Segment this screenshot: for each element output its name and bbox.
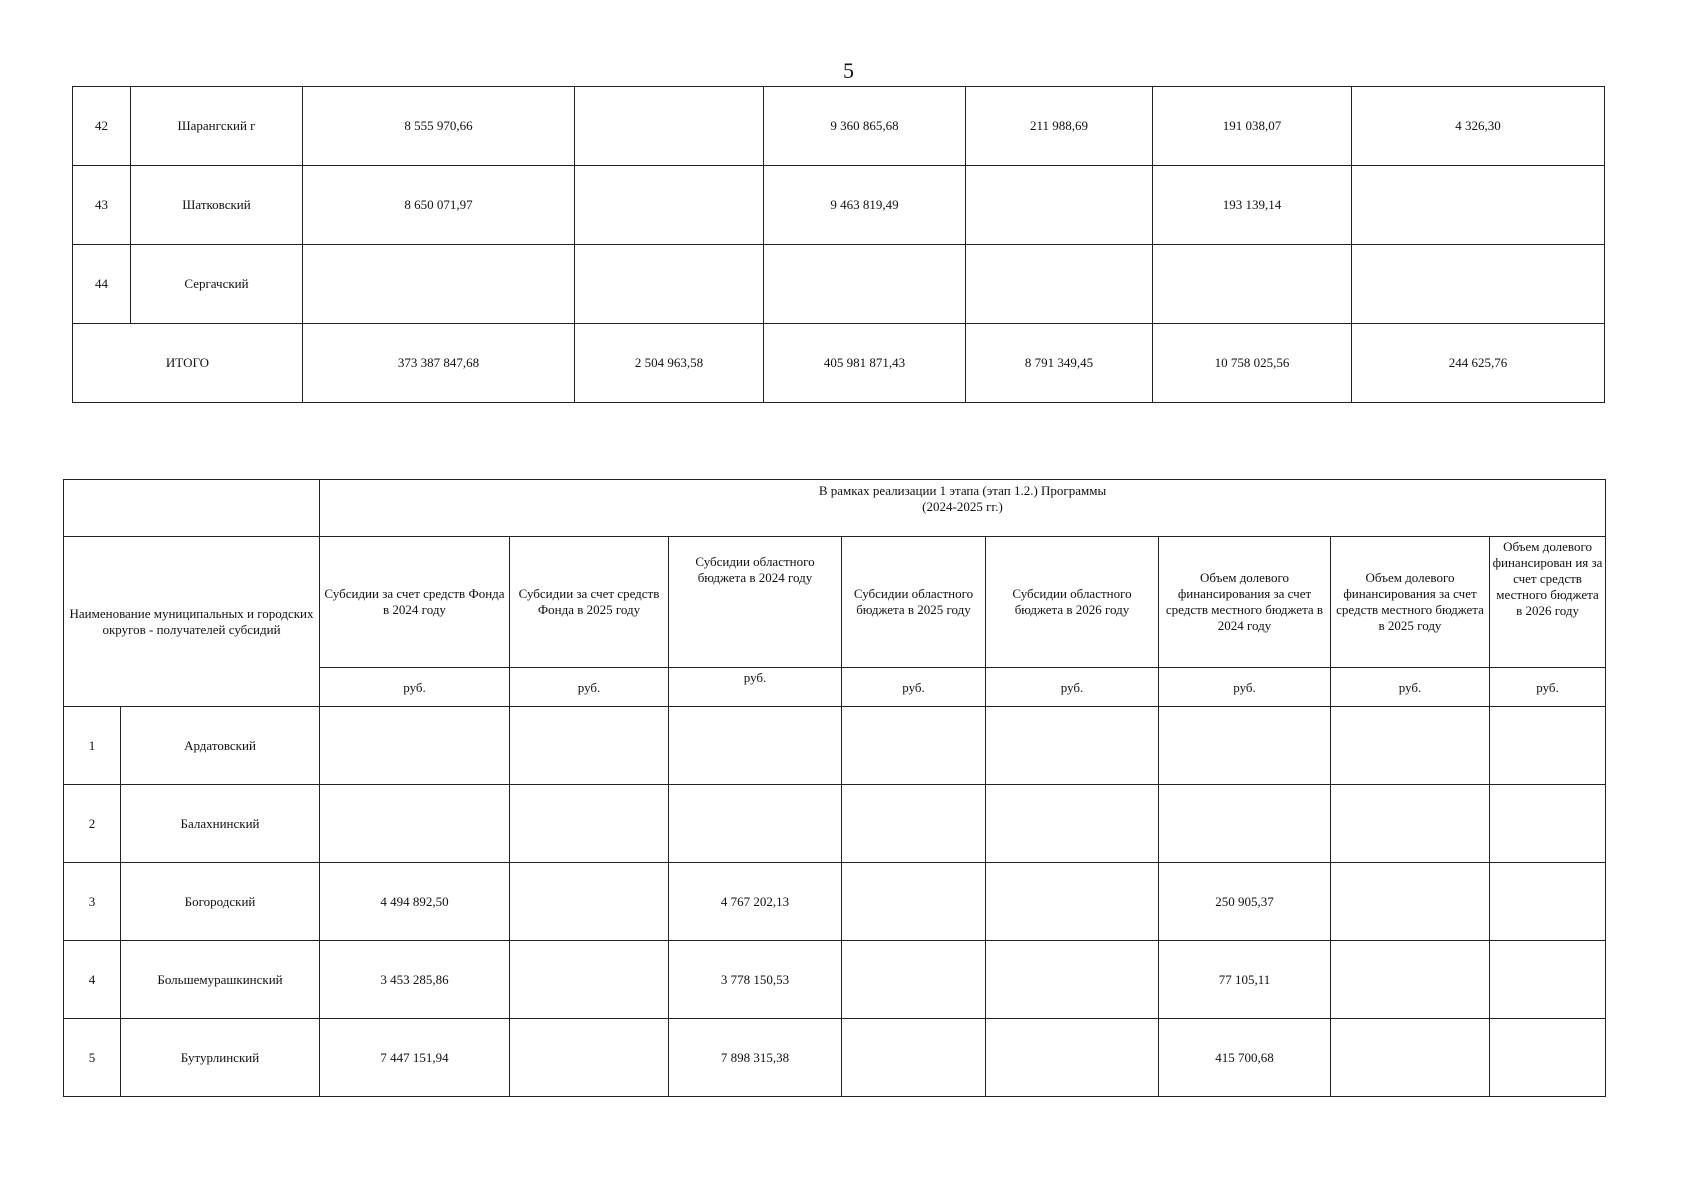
municipality-name-cell: Бутурлинский xyxy=(121,1019,320,1097)
amount-cell xyxy=(966,166,1153,245)
total-amount-cell: 2 504 963,58 xyxy=(575,324,764,403)
table-row xyxy=(64,785,1606,863)
amount-cell xyxy=(510,941,669,1019)
amount-cell xyxy=(320,707,510,785)
amount-cell xyxy=(986,785,1159,863)
amount-cell: 7 447 151,94 xyxy=(320,1019,510,1097)
unit-cell: руб. xyxy=(510,668,669,707)
amount-cell: 191 038,07 xyxy=(1153,87,1352,166)
amount-cell xyxy=(1159,707,1331,785)
municipality-name-cell: Шатковский xyxy=(131,166,303,245)
amount-cell xyxy=(1153,245,1352,324)
amount-cell xyxy=(1159,785,1331,863)
municipality-name-cell: Балахнинский xyxy=(121,785,320,863)
amount-cell xyxy=(1331,863,1490,941)
amount-cell: 4 767 202,13 xyxy=(669,863,842,941)
unit-cell: руб. xyxy=(986,668,1159,707)
header-blank-cell xyxy=(64,480,320,537)
municipality-name-cell: Сергачский xyxy=(131,245,303,324)
stage-1-2-subsidy-table xyxy=(63,479,1606,1097)
amount-cell xyxy=(986,941,1159,1019)
total-row xyxy=(73,324,1605,403)
unit-cell: руб. xyxy=(1490,668,1606,707)
column-header: Субсидии за счет средств Фонда в 2024 году xyxy=(320,537,510,668)
unit-cell: руб. xyxy=(842,668,986,707)
amount-cell xyxy=(1490,707,1606,785)
amount-cell xyxy=(1352,245,1605,324)
amount-cell: 7 898 315,38 xyxy=(669,1019,842,1097)
municipality-name-cell: Богородский xyxy=(121,863,320,941)
column-header: Субсидии за счет средств Фонда в 2025 году xyxy=(510,537,669,668)
amount-cell xyxy=(1352,166,1605,245)
unit-cell: руб. xyxy=(1159,668,1331,707)
amount-cell: 3 453 285,86 xyxy=(320,941,510,1019)
amount-cell: 4 494 892,50 xyxy=(320,863,510,941)
amount-cell: 3 778 150,53 xyxy=(669,941,842,1019)
amount-cell xyxy=(842,1019,986,1097)
amount-cell xyxy=(1331,941,1490,1019)
table-row xyxy=(64,1019,1606,1097)
total-amount-cell: 373 387 847,68 xyxy=(303,324,575,403)
amount-cell xyxy=(1331,1019,1490,1097)
amount-cell: 415 700,68 xyxy=(1159,1019,1331,1097)
table-row xyxy=(73,87,1605,166)
amount-cell: 8 650 071,97 xyxy=(303,166,575,245)
unit-cell: руб. xyxy=(669,668,842,707)
stage-header-line: В рамках реализации 1 этапа (этап 1.2.) Программы xyxy=(818,483,1107,498)
total-amount-cell: 244 625,76 xyxy=(1352,324,1605,403)
total-amount-cell: 405 981 871,43 xyxy=(764,324,966,403)
amount-cell xyxy=(1490,785,1606,863)
amount-cell xyxy=(986,1019,1159,1097)
row-number-cell: 3 xyxy=(64,863,121,941)
column-header: Объем долевого финансирован ия за счет средств местного бюджета в 2026 году xyxy=(1490,537,1606,668)
row-number-cell: 2 xyxy=(64,785,121,863)
amount-cell xyxy=(986,863,1159,941)
column-header: Объем долевого финансирования за счет средств местного бюджета в 2024 году xyxy=(1159,537,1331,668)
amount-cell xyxy=(1490,863,1606,941)
amount-cell xyxy=(320,785,510,863)
column-header: Объем долевого финансирования за счет средств местного бюджета в 2025 году xyxy=(1331,537,1490,668)
amount-cell: 250 905,37 xyxy=(1159,863,1331,941)
amount-cell xyxy=(575,166,764,245)
row-number-cell: 44 xyxy=(73,245,131,324)
amount-cell: 8 555 970,66 xyxy=(303,87,575,166)
name-column-header: Наименование муниципальных и городских округов - получателей субсидий xyxy=(64,537,320,707)
row-number-cell: 43 xyxy=(73,166,131,245)
amount-cell xyxy=(842,707,986,785)
amount-cell xyxy=(510,863,669,941)
total-amount-cell: 8 791 349,45 xyxy=(966,324,1153,403)
amount-cell xyxy=(1490,1019,1606,1097)
amount-cell xyxy=(669,785,842,863)
amount-cell xyxy=(1490,941,1606,1019)
amount-cell xyxy=(510,785,669,863)
column-header: Субсидии областного бюджета в 2024 году xyxy=(669,537,842,668)
stage-1-2-table-header xyxy=(64,480,1606,707)
amount-cell xyxy=(575,87,764,166)
row-number-cell: 42 xyxy=(73,87,131,166)
amount-cell xyxy=(842,863,986,941)
amount-cell xyxy=(510,707,669,785)
table-row xyxy=(64,707,1606,785)
amount-cell: 4 326,30 xyxy=(1352,87,1605,166)
row-number-cell: 4 xyxy=(64,941,121,1019)
amount-cell xyxy=(966,245,1153,324)
amount-cell xyxy=(303,245,575,324)
amount-cell xyxy=(510,1019,669,1097)
amount-cell xyxy=(842,785,986,863)
amount-cell xyxy=(986,707,1159,785)
row-number-cell: 1 xyxy=(64,707,121,785)
continued-subsidy-body xyxy=(73,87,1605,403)
amount-cell xyxy=(842,941,986,1019)
municipality-name-cell: Шарангский г xyxy=(131,87,303,166)
amount-cell: 193 139,14 xyxy=(1153,166,1352,245)
amount-cell: 9 360 865,68 xyxy=(764,87,966,166)
column-header-row xyxy=(64,537,1606,668)
continued-subsidy-table xyxy=(72,86,1605,403)
row-number-cell: 5 xyxy=(64,1019,121,1097)
amount-cell xyxy=(669,707,842,785)
amount-cell xyxy=(575,245,764,324)
amount-cell: 9 463 819,49 xyxy=(764,166,966,245)
municipality-name-cell: Большемурашкинский xyxy=(121,941,320,1019)
amount-cell xyxy=(1331,707,1490,785)
stage-header xyxy=(320,480,1606,537)
total-amount-cell: 10 758 025,56 xyxy=(1153,324,1352,403)
stage-header-line: (2024-2025 гг.) xyxy=(922,499,1003,514)
amount-cell xyxy=(764,245,966,324)
table-row xyxy=(64,941,1606,1019)
unit-cell: руб. xyxy=(1331,668,1490,707)
total-label-cell: ИТОГО xyxy=(73,324,303,403)
table-row xyxy=(73,166,1605,245)
amount-cell: 211 988,69 xyxy=(966,87,1153,166)
stage-1-2-table-body xyxy=(64,707,1606,1097)
table-row xyxy=(64,863,1606,941)
unit-cell: руб. xyxy=(320,668,510,707)
column-header: Субсидии областного бюджета в 2026 году xyxy=(986,537,1159,668)
municipality-name-cell: Ардатовский xyxy=(121,707,320,785)
table-row xyxy=(73,245,1605,324)
amount-cell xyxy=(1331,785,1490,863)
page-number: 5 xyxy=(843,58,854,83)
amount-cell: 77 105,11 xyxy=(1159,941,1331,1019)
column-header: Субсидии областного бюджета в 2025 году xyxy=(842,537,986,668)
